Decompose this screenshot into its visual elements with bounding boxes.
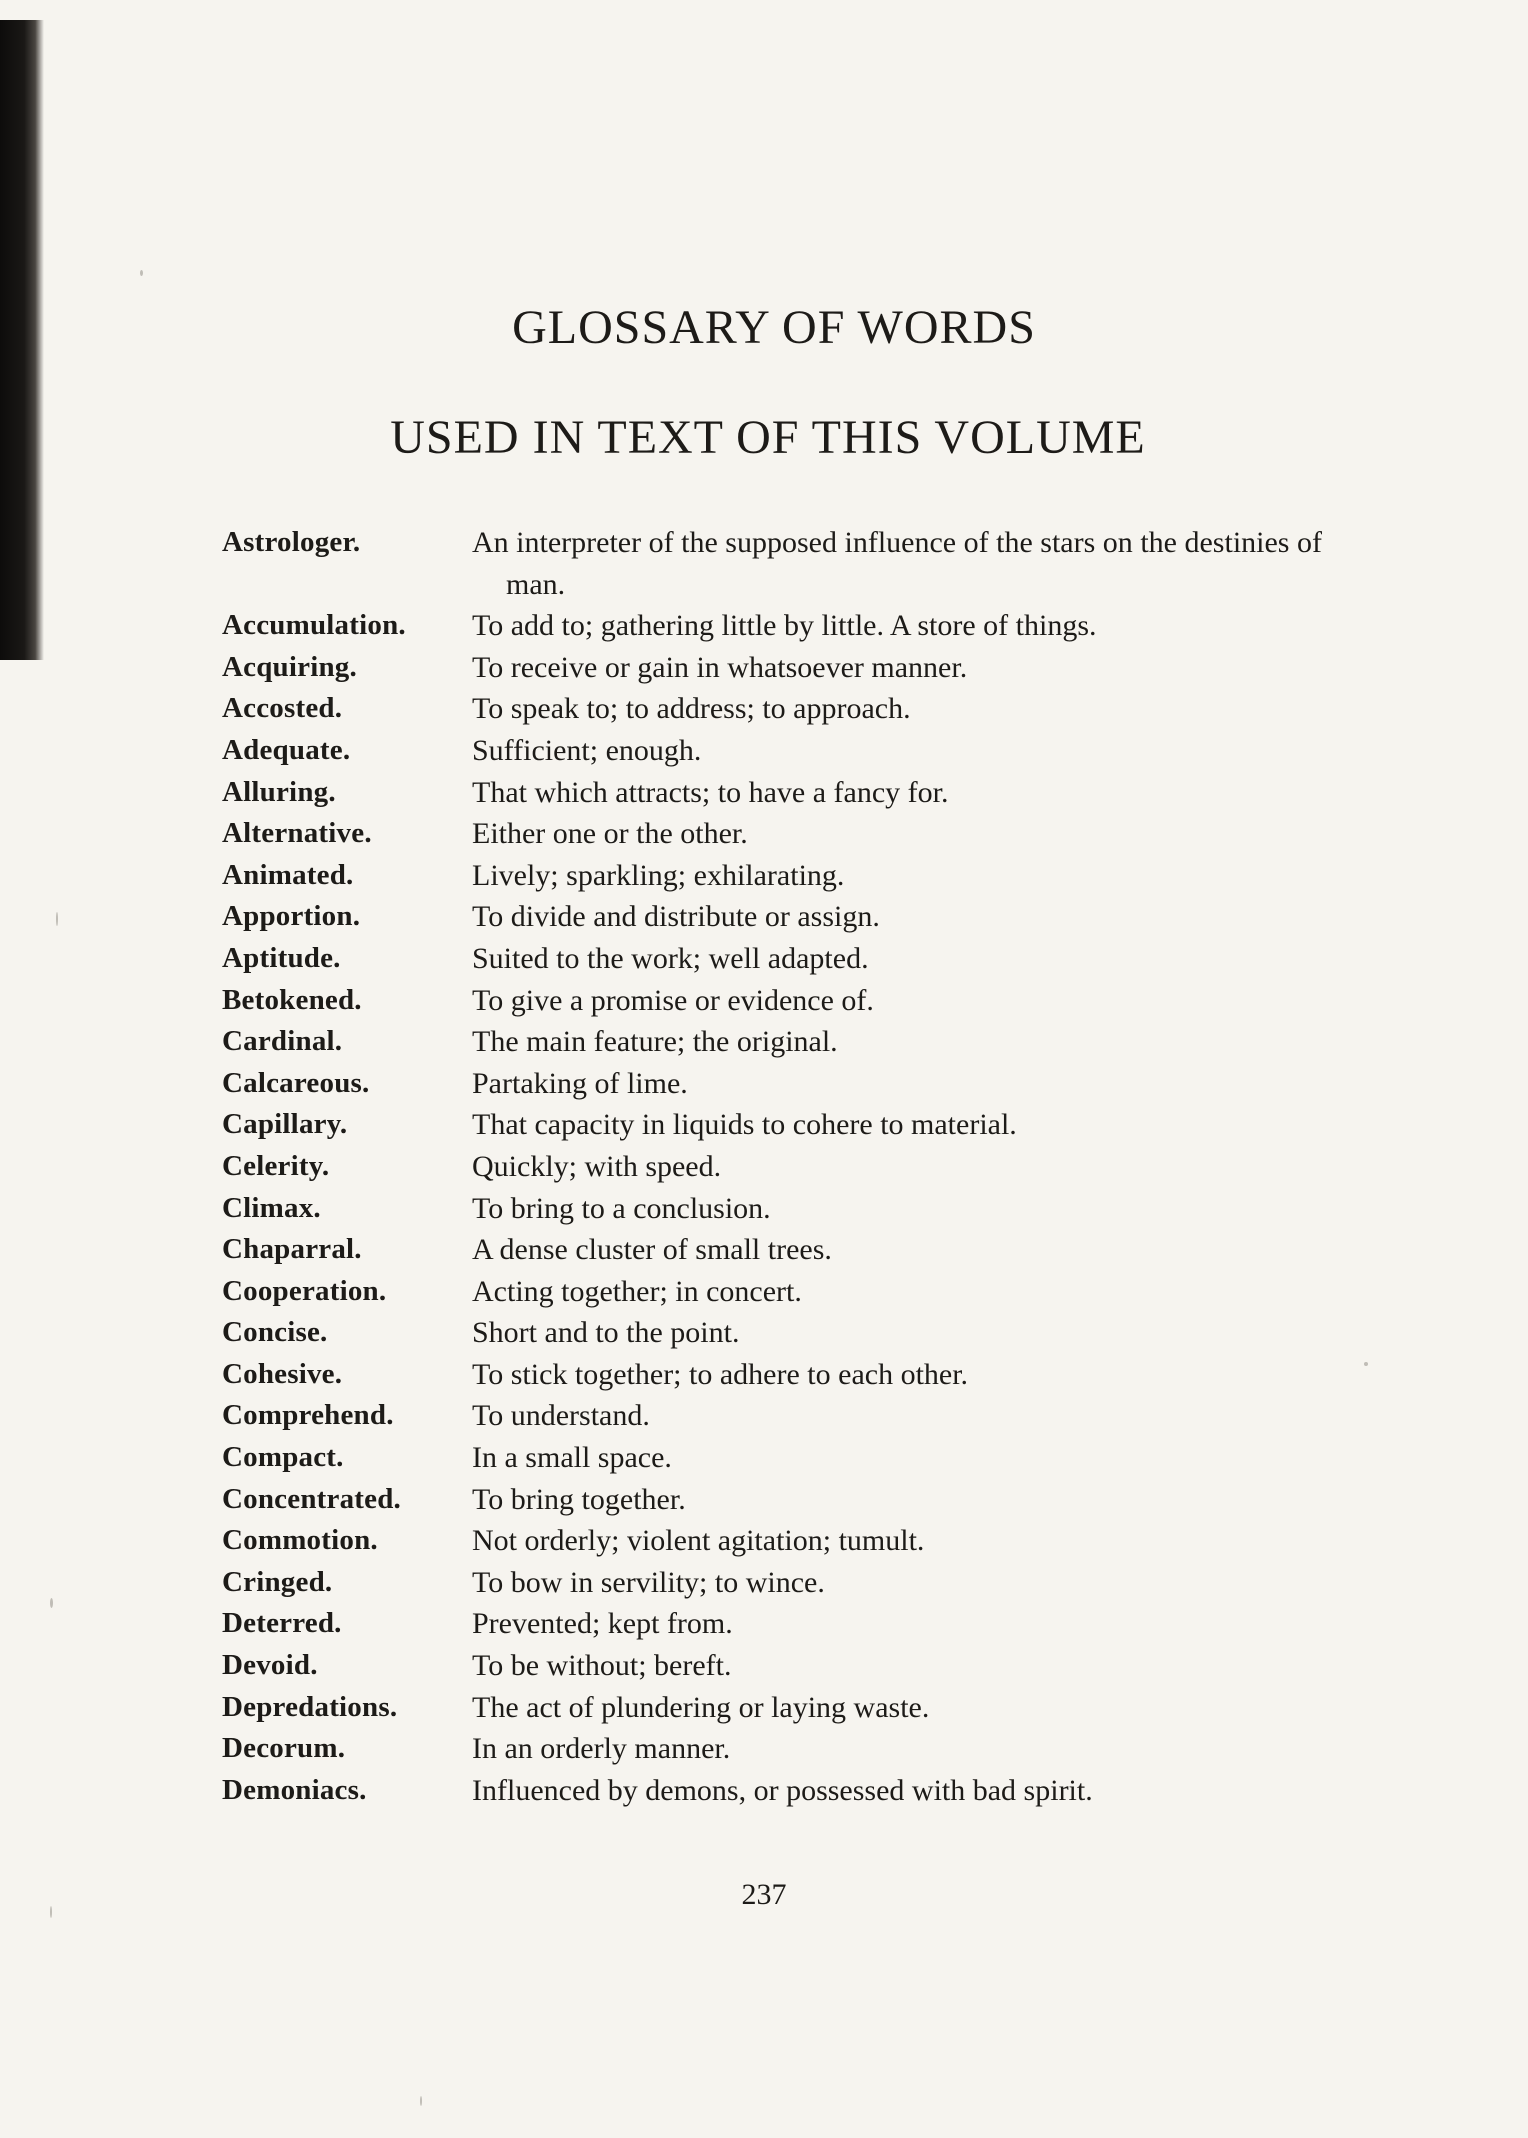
- glossary-entry: [222, 1437, 1322, 1479]
- glossary-term: Apportion.: [222, 900, 361, 933]
- glossary-definition: The act of plundering or laying waste.: [472, 1690, 930, 1724]
- glossary-entry: [222, 1146, 1322, 1188]
- glossary-term: Accumulation.: [222, 609, 406, 642]
- glossary-term: Concise.: [222, 1316, 328, 1349]
- glossary-entry: [222, 1562, 1322, 1604]
- glossary-definition: Quickly; with speed.: [472, 1149, 722, 1183]
- paper-speck: [140, 270, 143, 276]
- glossary-term: Demoniacs.: [222, 1773, 367, 1806]
- glossary-entry: [222, 1687, 1322, 1729]
- glossary-definition: Either one or the other.: [472, 817, 748, 851]
- glossary-entry: [222, 1063, 1322, 1105]
- glossary-entry: [222, 896, 1322, 938]
- glossary-term: Cooperation.: [222, 1274, 387, 1307]
- glossary-definition: Influenced by demons, or possessed with bad spirit.: [472, 1773, 1093, 1807]
- glossary-definition: To add to; gathering little by little. A store of things.: [472, 609, 1097, 643]
- glossary-term: Animated.: [222, 858, 354, 891]
- page-title: GLOSSARY OF WORDS: [512, 301, 1036, 354]
- glossary-definition: To bring together.: [472, 1482, 686, 1516]
- glossary-definition: To understand.: [472, 1399, 650, 1433]
- glossary-definition: Not orderly; violent agitation; tumult.: [472, 1524, 925, 1558]
- glossary-definition: To be without; bereft.: [472, 1649, 732, 1683]
- glossary-term: Acquiring.: [222, 650, 357, 683]
- glossary-term: Devoid.: [222, 1649, 318, 1682]
- paper-speck: [420, 2096, 422, 2106]
- glossary-entry: [222, 772, 1322, 814]
- glossary-entry: [222, 1479, 1322, 1521]
- page-subtitle: USED IN TEXT OF THIS VOLUME: [390, 411, 1146, 464]
- glossary-definition: Lively; sparkling; exhilarating.: [472, 858, 845, 892]
- glossary-entry: [222, 688, 1322, 730]
- glossary-definition: An interpreter of the supposed influence of the stars on the destinies of man.: [472, 526, 1322, 601]
- glossary-term: Alternative.: [222, 817, 372, 850]
- glossary-entry: [222, 1603, 1322, 1645]
- glossary-entry: [222, 1354, 1322, 1396]
- glossary-definition: To divide and distribute or assign.: [472, 900, 880, 934]
- glossary-entry: [222, 980, 1322, 1022]
- glossary-entry: [222, 522, 1322, 605]
- glossary-term: Capillary.: [222, 1108, 348, 1141]
- glossary-term: Calcareous.: [222, 1066, 370, 1099]
- glossary-definition: Sufficient; enough.: [472, 733, 702, 767]
- glossary-term: Depredations.: [222, 1690, 398, 1723]
- glossary-definition: To bring to a conclusion.: [472, 1191, 771, 1225]
- glossary-definition: That capacity in liquids to cohere to material.: [472, 1108, 1017, 1142]
- glossary-entry: [222, 855, 1322, 897]
- glossary-term: Cohesive.: [222, 1357, 343, 1390]
- paper-speck: [1364, 1362, 1368, 1366]
- glossary-term: Celerity.: [222, 1149, 330, 1182]
- glossary-term: Betokened.: [222, 983, 362, 1016]
- glossary-term: Accosted.: [222, 692, 343, 725]
- glossary-term: Chaparral.: [222, 1233, 362, 1266]
- glossary-term: Climax.: [222, 1191, 321, 1224]
- glossary-definition: Partaking of lime.: [472, 1066, 688, 1100]
- glossary-definition: Prevented; kept from.: [472, 1607, 733, 1641]
- glossary-term: Cringed.: [222, 1565, 333, 1598]
- glossary-entry: [222, 1229, 1322, 1271]
- paper-speck: [56, 912, 58, 926]
- glossary-definition: The main feature; the original.: [472, 1025, 838, 1059]
- glossary-term: Aptitude.: [222, 941, 341, 974]
- glossary-entry: [222, 1271, 1322, 1313]
- glossary-definition: That which attracts; to have a fancy for.: [472, 775, 949, 809]
- glossary-list: [222, 522, 1322, 1811]
- glossary-term: Compact.: [222, 1441, 344, 1474]
- glossary-term: Comprehend.: [222, 1399, 394, 1432]
- glossary-term: Adequate.: [222, 733, 351, 766]
- glossary-entry: [222, 1520, 1322, 1562]
- glossary-term: Deterred.: [222, 1607, 342, 1640]
- glossary-definition: Acting together; in concert.: [472, 1274, 802, 1308]
- glossary-term: Astrologer.: [222, 526, 361, 558]
- glossary-term: Cardinal.: [222, 1025, 343, 1058]
- glossary-entry: [222, 1021, 1322, 1063]
- glossary-term: Decorum.: [222, 1732, 346, 1765]
- glossary-definition: To speak to; to address; to approach.: [472, 692, 911, 726]
- glossary-term: Alluring.: [222, 775, 336, 808]
- glossary-definition: Suited to the work; well adapted.: [472, 941, 869, 975]
- glossary-entry: [222, 1395, 1322, 1437]
- glossary-definition: To receive or gain in whatsoever manner.: [472, 650, 968, 684]
- page-number: 237: [741, 1878, 787, 1911]
- glossary-definition: In a small space.: [472, 1441, 672, 1475]
- paper-speck: [50, 1598, 53, 1608]
- glossary-entry: [222, 938, 1322, 980]
- glossary-definition: In an orderly manner.: [472, 1732, 731, 1766]
- glossary-definition: Short and to the point.: [472, 1316, 740, 1350]
- glossary-term: Concentrated.: [222, 1482, 401, 1515]
- glossary-definition: To bow in servility; to wince.: [472, 1565, 825, 1599]
- glossary-entry: [222, 730, 1322, 772]
- glossary-entry: [222, 647, 1322, 689]
- glossary-entry: [222, 813, 1322, 855]
- glossary-entry: [222, 1104, 1322, 1146]
- glossary-definition: A dense cluster of small trees.: [472, 1233, 832, 1267]
- glossary-entry: [222, 1312, 1322, 1354]
- glossary-entry: [222, 605, 1322, 647]
- glossary-entry: [222, 1728, 1322, 1770]
- glossary-term: Commotion.: [222, 1524, 378, 1557]
- glossary-entry: [222, 1770, 1322, 1812]
- glossary-definition: To stick together; to adhere to each other.: [472, 1357, 969, 1391]
- glossary-entry: [222, 1645, 1322, 1687]
- glossary-entry: [222, 1188, 1322, 1230]
- glossary-definition: To give a promise or evidence of.: [472, 983, 874, 1017]
